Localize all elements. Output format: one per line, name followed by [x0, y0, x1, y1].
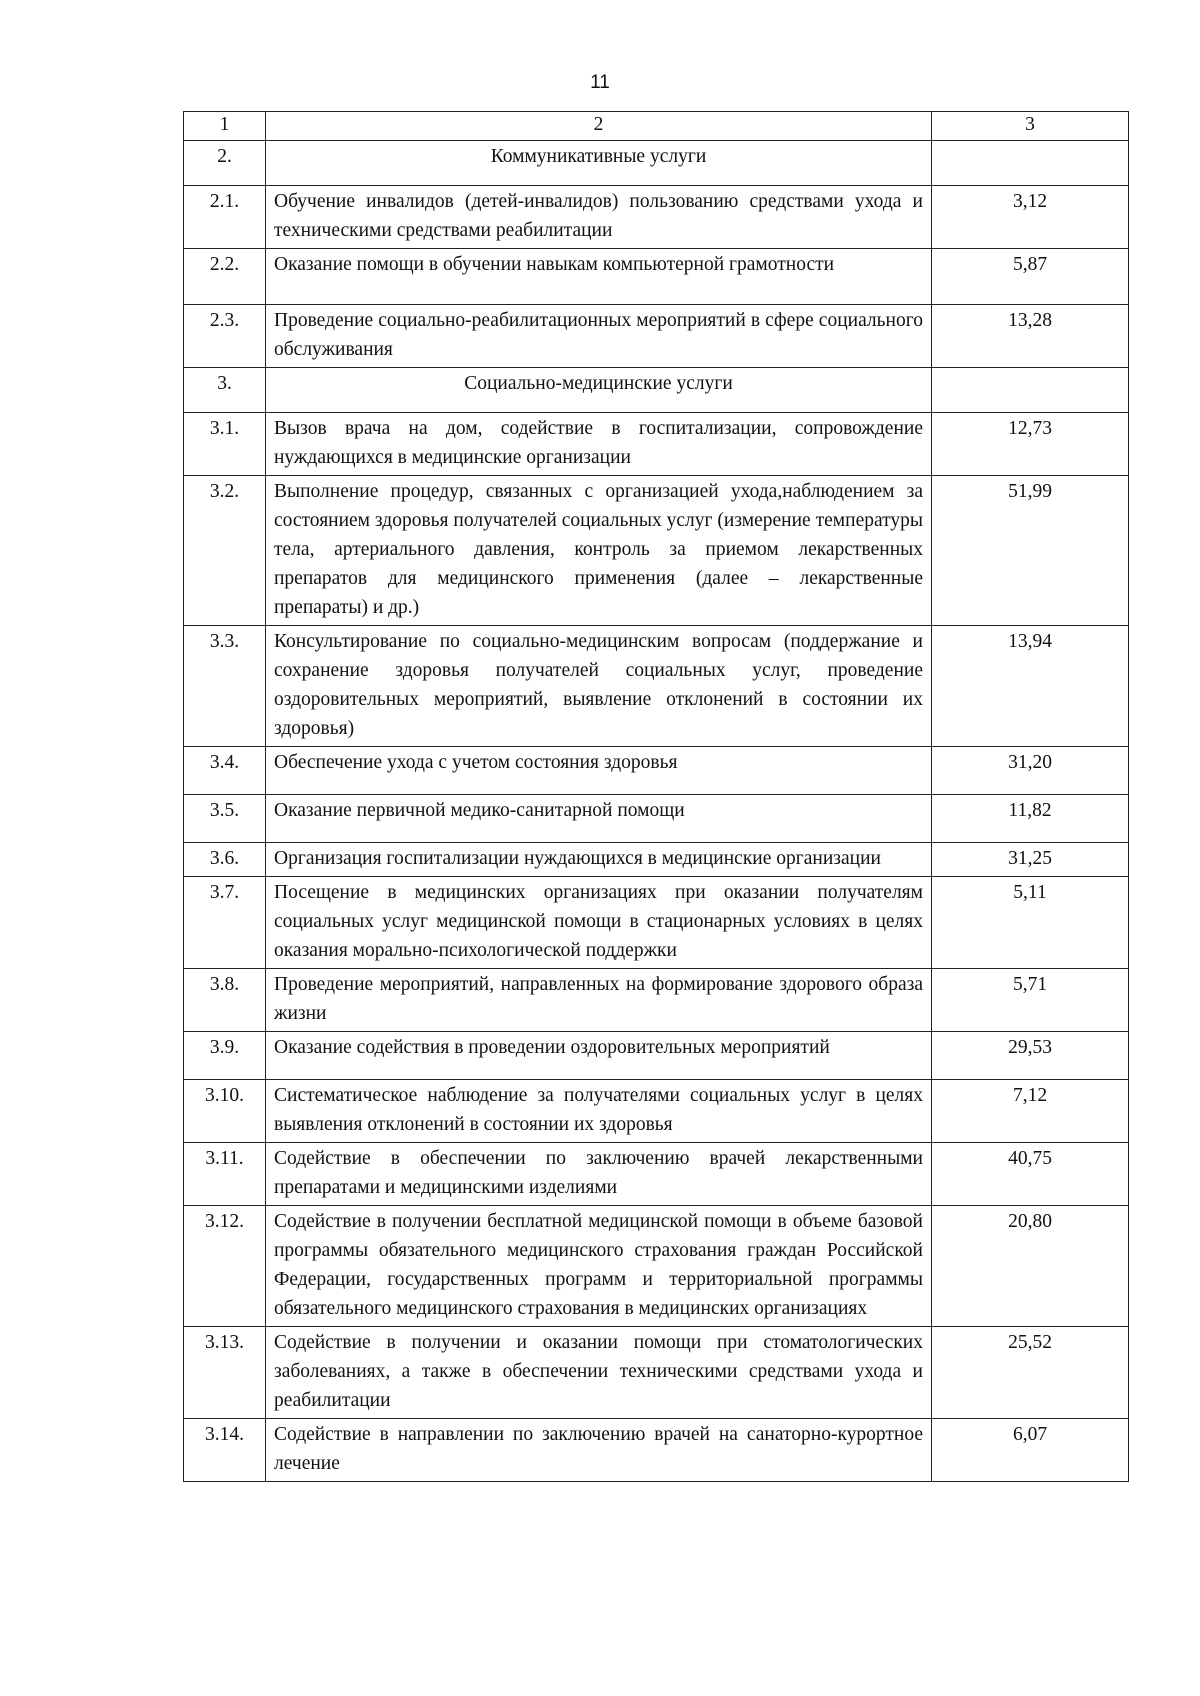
service-value: 5,87: [932, 249, 1129, 305]
header-cell-value: 3: [932, 112, 1129, 141]
service-description: Консультирование по социально-медицинским вопросам (поддержание и сохранение здоровья получателей социальных услуг, проведение оздоровительных мероприятий, выявление отклонений в состоянии их здоровья): [266, 626, 932, 747]
service-description: Проведение мероприятий, направленных на формирование здорового образа жизни: [266, 969, 932, 1032]
service-value: 31,25: [932, 843, 1129, 877]
row-number: 3.8.: [184, 969, 266, 1032]
service-description: Содействие в направлении по заключению врачей на санаторно-курортное лечение: [266, 1419, 932, 1482]
service-description: Вызов врача на дом, содействие в госпитализации, сопровождение нуждающихся в медицинские организации: [266, 413, 932, 476]
row-number: 3.11.: [184, 1143, 266, 1206]
service-value: 31,20: [932, 747, 1129, 795]
service-description: Оказание помощи в обучении навыкам компьютерной грамотности: [266, 249, 932, 305]
row-number: 3.7.: [184, 877, 266, 969]
table-row: [184, 1080, 1129, 1143]
service-value: 51,99: [932, 476, 1129, 626]
row-number: 2.1.: [184, 186, 266, 249]
section-title: Социально-медицинские услуги: [266, 368, 932, 413]
table-row: [184, 1327, 1129, 1419]
table-row: [184, 1206, 1129, 1327]
service-value: 12,73: [932, 413, 1129, 476]
table-row: [184, 186, 1129, 249]
row-number: 3.2.: [184, 476, 266, 626]
service-value: 7,12: [932, 1080, 1129, 1143]
row-number: 2.2.: [184, 249, 266, 305]
table-header-row: [184, 112, 1129, 141]
table-row: [184, 249, 1129, 305]
row-number: 3.12.: [184, 1206, 266, 1327]
table-row: [184, 747, 1129, 795]
page-number: 11: [590, 72, 610, 93]
section-row: [184, 141, 1129, 186]
service-description: Систематическое наблюдение за получателями социальных услуг в целях выявления отклонений в состоянии их здоровья: [266, 1080, 932, 1143]
row-number: 3.9.: [184, 1032, 266, 1080]
header-cell-number: 1: [184, 112, 266, 141]
service-description: Обучение инвалидов (детей-инвалидов) пользованию средствами ухода и техническими средствами реабилитации: [266, 186, 932, 249]
service-value: 5,11: [932, 877, 1129, 969]
service-value: 20,80: [932, 1206, 1129, 1327]
row-number: 3.3.: [184, 626, 266, 747]
services-table: [183, 111, 1129, 1482]
service-description: Организация госпитализации нуждающихся в медицинские организации: [266, 843, 932, 877]
service-description: Содействие в получении бесплатной медицинской помощи в объеме базовой программы обязательного медицинского страхования граждан Российской Федерации, государственных программ и территориальной программы обязательного медицинского страхования в медицинских организациях: [266, 1206, 932, 1327]
row-number: 2.: [184, 141, 266, 186]
service-description: Посещение в медицинских организациях при оказании получателям социальных услуг медицинской помощи в стационарных условиях в целях оказания морально-психологической поддержки: [266, 877, 932, 969]
service-value: 6,07: [932, 1419, 1129, 1482]
service-description: Оказание содействия в проведении оздоровительных мероприятий: [266, 1032, 932, 1080]
service-value: 29,53: [932, 1032, 1129, 1080]
service-description: Содействие в обеспечении по заключению врачей лекарственными препаратами и медицинскими изделиями: [266, 1143, 932, 1206]
section-row: [184, 368, 1129, 413]
service-value: [932, 141, 1129, 186]
section-title: Коммуникативные услуги: [266, 141, 932, 186]
service-value: 11,82: [932, 795, 1129, 843]
table-row: [184, 305, 1129, 368]
row-number: 3.4.: [184, 747, 266, 795]
table-body: [184, 112, 1129, 1482]
service-description: Обеспечение ухода с учетом состояния здоровья: [266, 747, 932, 795]
service-value: 3,12: [932, 186, 1129, 249]
row-number: 2.3.: [184, 305, 266, 368]
table-row: [184, 413, 1129, 476]
row-number: 3.10.: [184, 1080, 266, 1143]
service-value: 40,75: [932, 1143, 1129, 1206]
table-row: [184, 1143, 1129, 1206]
header-cell-description: 2: [266, 112, 932, 141]
table-row: [184, 1419, 1129, 1482]
service-description: Оказание первичной медико-санитарной помощи: [266, 795, 932, 843]
service-value: 25,52: [932, 1327, 1129, 1419]
table-row: [184, 969, 1129, 1032]
row-number: 3.5.: [184, 795, 266, 843]
service-value: 5,71: [932, 969, 1129, 1032]
row-number: 3.13.: [184, 1327, 266, 1419]
service-description: Выполнение процедур, связанных с организацией ухода,наблюдением за состоянием здоровья получателей социальных услуг (измерение температуры тела, артериального давления, контроль за приемом лекарственных препаратов для медицинского применения (далее – лекарственные препараты) и др.): [266, 476, 932, 626]
service-description: Проведение социально-реабилитационных мероприятий в сфере социального обслуживания: [266, 305, 932, 368]
row-number: 3.14.: [184, 1419, 266, 1482]
row-number: 3.: [184, 368, 266, 413]
table-row: [184, 843, 1129, 877]
table-row: [184, 1032, 1129, 1080]
row-number: 3.1.: [184, 413, 266, 476]
table-row: [184, 877, 1129, 969]
service-description: Содействие в получении и оказании помощи при стоматологических заболеваниях, а также в обеспечении техническими средствами ухода и реабилитации: [266, 1327, 932, 1419]
table-row: [184, 476, 1129, 626]
table-row: [184, 795, 1129, 843]
row-number: 3.6.: [184, 843, 266, 877]
service-value: [932, 368, 1129, 413]
service-value: 13,28: [932, 305, 1129, 368]
service-value: 13,94: [932, 626, 1129, 747]
table-row: [184, 626, 1129, 747]
